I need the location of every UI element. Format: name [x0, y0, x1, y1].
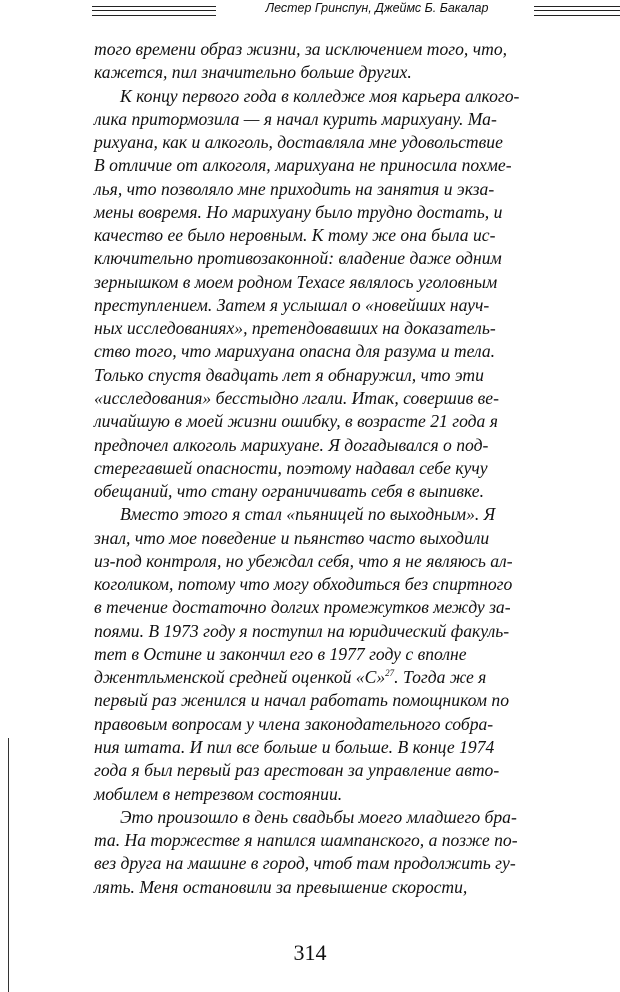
- text-line: ния штата. И пил все больше и больше. В конце 1974: [94, 736, 495, 757]
- text-line: мены вовремя. Но марихуану было трудно достать, и: [94, 201, 503, 222]
- text-line: предпочел алкоголь марихуане. Я догадывался о под-: [94, 434, 489, 455]
- header-rule-right: [534, 6, 620, 16]
- text-line: лять. Меня остановили за превышение скорости,: [94, 876, 468, 897]
- text-line: лья, что позволяло мне приходить на занятия и экза-: [94, 178, 495, 199]
- text-line: та. На торжестве я напился шампанского, а позже по-: [94, 830, 518, 851]
- header-rule-left: [92, 6, 216, 16]
- body-text: [94, 38, 620, 899]
- text-line: ключительно противозаконной: владение даже одним: [94, 248, 502, 269]
- text-line-segment: джентльменской средней оценкой «С»: [94, 667, 386, 688]
- text-line: преступлением. Затем я услышал о «новейших науч-: [94, 294, 490, 315]
- text-line: кажется, пил значительно больше других.: [94, 62, 412, 83]
- text-line: зернышком в моем родном Техасе являлось уголовным: [94, 271, 498, 292]
- text-line: Только спустя двадцать лет я обнаружил, что эти: [94, 364, 484, 385]
- page-number: 314: [293, 940, 327, 965]
- text-line: лика притормозила — я начал курить марихуану. Ма-: [94, 108, 497, 129]
- text-line: «исследования» бесстыдно лгали. Итак, совершив ве-: [94, 387, 499, 408]
- text-line: года я был первый раз арестован за управление авто-: [94, 760, 500, 781]
- text-line: тет в Остине и закончил его в 1977 году с вполне: [94, 643, 467, 664]
- text-line: того времени образ жизни, за исключением того, что,: [94, 39, 508, 59]
- text-line: личайшую в моей жизни ошибку, в возрасте 21 года я: [94, 411, 498, 432]
- text-line-segment: . Тогда же я: [394, 667, 487, 688]
- running-header: [0, 0, 620, 24]
- text-line: Вместо этого я стал «пьяницей по выходным». Я: [120, 504, 496, 525]
- text-line: качество ее было неровным. К тому же она была ис-: [94, 225, 496, 246]
- text-line: в течение достаточно долгих промежутков между за-: [94, 597, 511, 618]
- text-line: знал, что мое поведение и пьянство часто выходили: [94, 527, 490, 548]
- text-line: ных исследованиях», претендовавших на доказатель-: [94, 318, 496, 339]
- text-line-with-footnote: [94, 666, 620, 689]
- footnote-marker: 27: [385, 668, 395, 679]
- text-line: стерегавшей опасности, поэтому надавал себе кучу: [94, 457, 488, 478]
- text-line: коголиком, потому что могу обходиться без спиртного: [94, 574, 513, 595]
- text-line: обещаний, что стану ограничивать себя в выпивке.: [94, 481, 484, 502]
- text-line: В отличие от алкоголя, марихуана не приносила похме-: [94, 155, 512, 176]
- running-head-authors: Лестер Гринспун, Джеймс Б. Бакалар: [265, 1, 489, 15]
- text-line: мобилем в нетрезвом состоянии.: [94, 783, 343, 804]
- text-line: первый раз женился и начал работать помощником по: [94, 690, 509, 711]
- text-line: правовым вопросам у члена законодательного собра-: [94, 713, 494, 734]
- text-line: из-под контроля, но убеждал себя, что я не являюсь ал-: [94, 550, 513, 571]
- text-line: поями. В 1973 году я поступил на юридический факуль-: [94, 620, 510, 641]
- text-line: ство того, что марихуана опасна для разума и тела.: [94, 341, 496, 362]
- text-line: вез друга на машине в город, чтоб там продолжить гу-: [94, 853, 516, 874]
- text-line: рихуана, как и алкоголь, доставляла мне удовольствие: [94, 132, 503, 153]
- text-line: К концу первого года в колледже моя карьера алкого-: [120, 85, 520, 106]
- text-line: Это произошло в день свадьбы моего младшего бра-: [120, 806, 517, 827]
